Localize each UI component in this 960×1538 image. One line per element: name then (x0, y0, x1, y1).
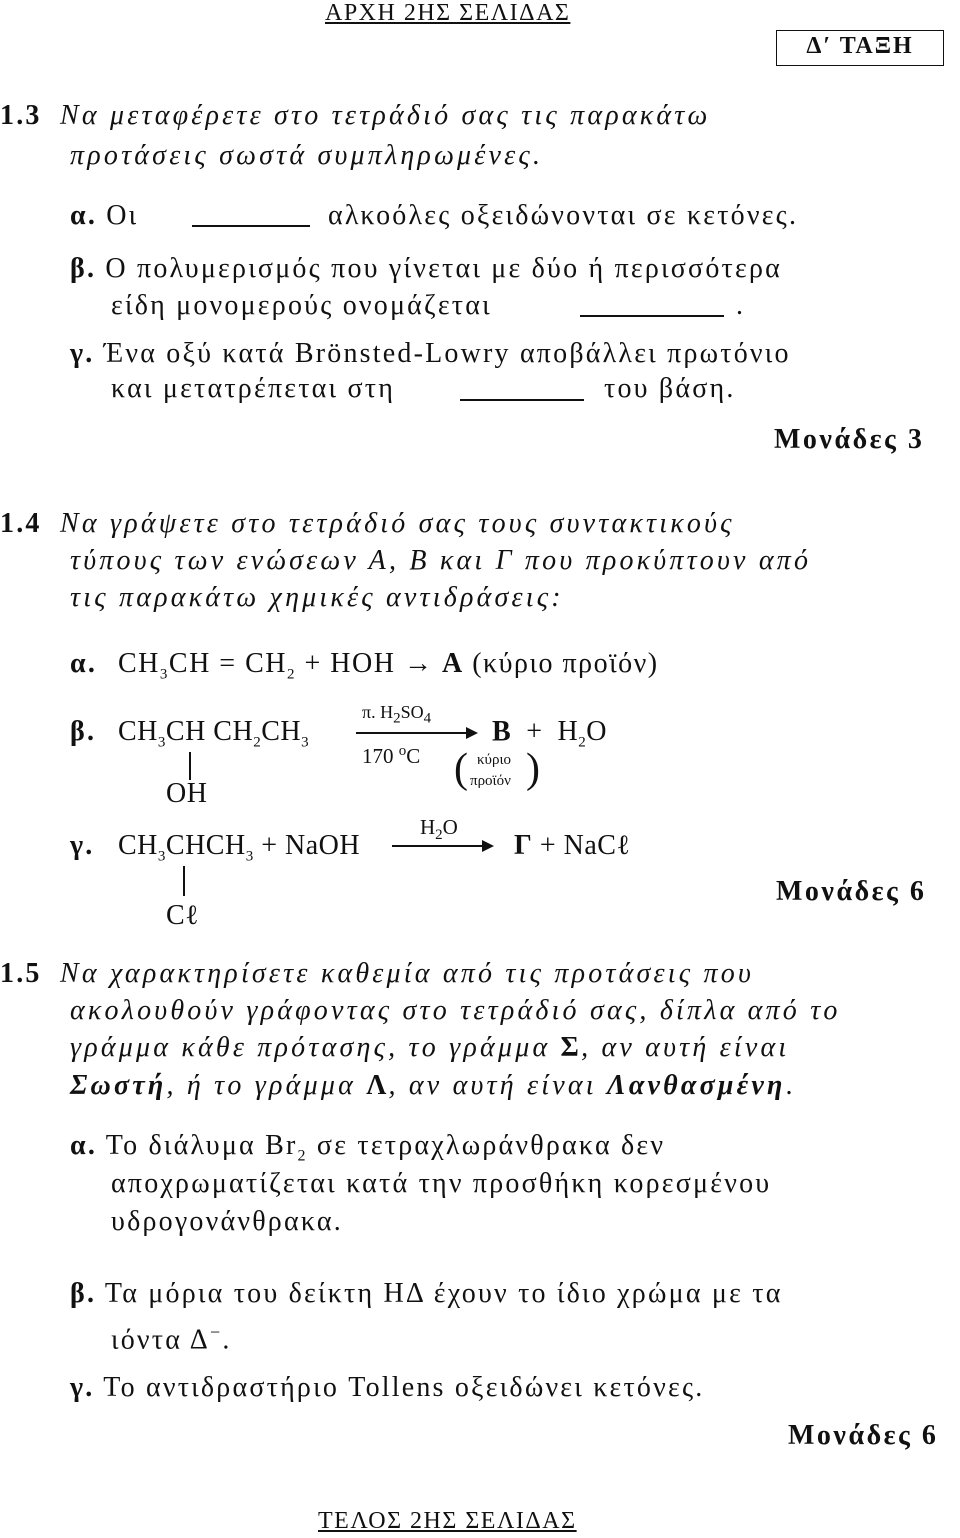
q13-a-label: α. (70, 200, 98, 231)
page-footer: ΤΕΛΟΣ 2ΗΣ ΣΕΛΙΔΑΣ (318, 1508, 577, 1534)
q13-b-text2: είδη μονομερούς ονομάζεται (111, 290, 492, 321)
q13-b (70, 253, 782, 285)
q14-line3 (70, 582, 564, 614)
q13-a (70, 200, 138, 232)
q13-line1 (0, 100, 711, 132)
q13-text1: Να μεταφέρετε στο τετράδιό σας τις παρακάτω (60, 100, 711, 131)
q13-a-pre: Οι (106, 200, 139, 231)
q13-c-blank (460, 398, 584, 401)
q15-b-text2: ιόντα Δ−. (111, 1322, 232, 1356)
q15-text1: Να χαρακτηρίσετε καθεμία από τις προτάσεις που (60, 958, 755, 989)
q14-c-products: Γ + NaCℓ (514, 830, 631, 861)
q13-number: 1.3 (0, 100, 42, 131)
reaction-arrow-icon: → (403, 648, 434, 679)
reaction-arrow-icon (356, 732, 476, 734)
q14-b (70, 716, 96, 748)
q14-line2 (70, 545, 811, 577)
q15-a-label: α. (70, 1130, 98, 1161)
bond-line (183, 866, 185, 896)
q15-b-label: β. (70, 1278, 97, 1309)
q13-line2 (70, 140, 543, 172)
q13-a-post: αλκοόλες οξειδώνονται σε κετόνες. (328, 200, 799, 231)
q14-b-label: β. (70, 716, 97, 747)
q14-b-note2: προϊόν (470, 773, 511, 789)
q13-c (70, 338, 791, 370)
q13-text2: προτάσεις σωστά συμπληρωμένες. (70, 140, 544, 171)
q14-c-cond: $H_2O$ (420, 815, 458, 844)
q13-b-end: . (736, 290, 746, 321)
q15-c: γ. Το αντιδραστήριο Tollens οξειδώνει κετόνες. (70, 1372, 705, 1403)
q15-marks: Μονάδες 6 (788, 1420, 939, 1451)
q13-b-blank (580, 314, 724, 317)
q14-text2: τύπους των ενώσεων Α, Β και Γ που προκύπτουν από (70, 545, 812, 576)
q15-line1 (0, 958, 754, 990)
q14-b-note1: κύριο (477, 752, 512, 768)
q15-a-text3: υδρογονάνθρακα. (111, 1206, 343, 1237)
q15-line2 (70, 995, 841, 1027)
q14-c (70, 830, 95, 862)
q14-b-cond-top: π. $H_2SO_4$ (362, 702, 432, 727)
page-header: ΑΡΧΗ 2ΗΣ ΣΕΛΙΔΑΣ (325, 0, 571, 26)
class-box: Δ′ ΤΑΞΗ (776, 30, 944, 66)
q14-b-reactant: $CH_3CH$ $CH_2CH_3$ (118, 716, 310, 751)
q14-text3: τις παρακάτω χημικές αντιδράσεις: (70, 582, 564, 613)
q14-number: 1.4 (0, 508, 42, 539)
q14-c-reactant: $CH_3CHCH_3$ + NaOH (118, 830, 361, 865)
q14-b-oh: OH (166, 778, 208, 809)
q13-c-text3: του βάση. (604, 373, 736, 404)
paren-right: ) (526, 746, 540, 792)
q14-a-label: α. (70, 648, 98, 679)
q13-a-blank (192, 224, 310, 227)
q15-text2: ακολουθούν γράφοντας στο τετράδιό σας, δίπλα από το (70, 995, 841, 1026)
q15-line3: γράμμα κάθε πρότασης, το γράμμα Σ, αν αυτή είναι (70, 1032, 790, 1063)
q13-marks: Μονάδες 3 (774, 424, 925, 455)
q15-a-text2: αποχρωματίζεται κατά την προσθήκη κορεσμένου (111, 1168, 772, 1199)
q13-b-text1: Ο πολυμερισμός που γίνεται με δύο ή περισσότερα (105, 253, 783, 284)
q14-b-products: $B + H_2O$ (492, 716, 607, 751)
q15-a: α. Το διάλυμα $Br_2$ σε τετραχλωράνθρακα δεν (70, 1130, 666, 1165)
q13-c-text2: και μετατρέπεται στη (111, 373, 396, 404)
reaction-arrow-icon (392, 845, 492, 847)
bond-line (189, 752, 191, 780)
q14-c-label: γ. (70, 830, 95, 861)
q15-number: 1.5 (0, 958, 42, 989)
q15-c-label: γ. (70, 1372, 95, 1403)
q14-c-cl: Cℓ (166, 900, 200, 931)
q14-text1: Να γράψετε στο τετράδιό σας τους συντακτικούς (60, 508, 735, 539)
q14-b-cond-bot: 170 $^o$C (362, 743, 421, 768)
q13-c-text1: Ένα οξύ κατά Brönsted-Lowry αποβάλλει πρωτόνιο (103, 338, 791, 369)
q15-b: β. Τα μόρια του δείκτη ΗΔ έχουν το ίδιο χρώμα με τα (70, 1278, 783, 1309)
q14-marks: Μονάδες 6 (776, 876, 927, 907)
q13-b-label: β. (70, 253, 97, 284)
q14-line1 (0, 508, 735, 540)
q14-a (70, 648, 97, 680)
q15-line4: Σωστή, ή το γράμμα Λ, αν αυτή είναι Λανθασμένη. (70, 1070, 795, 1101)
q13-c-label: γ. (70, 338, 95, 369)
q14-a-reaction: $CH_3CH = CH_2$ + HOH → Α (κύριο προϊόν) (118, 648, 659, 683)
paren-left: ( (454, 746, 468, 792)
